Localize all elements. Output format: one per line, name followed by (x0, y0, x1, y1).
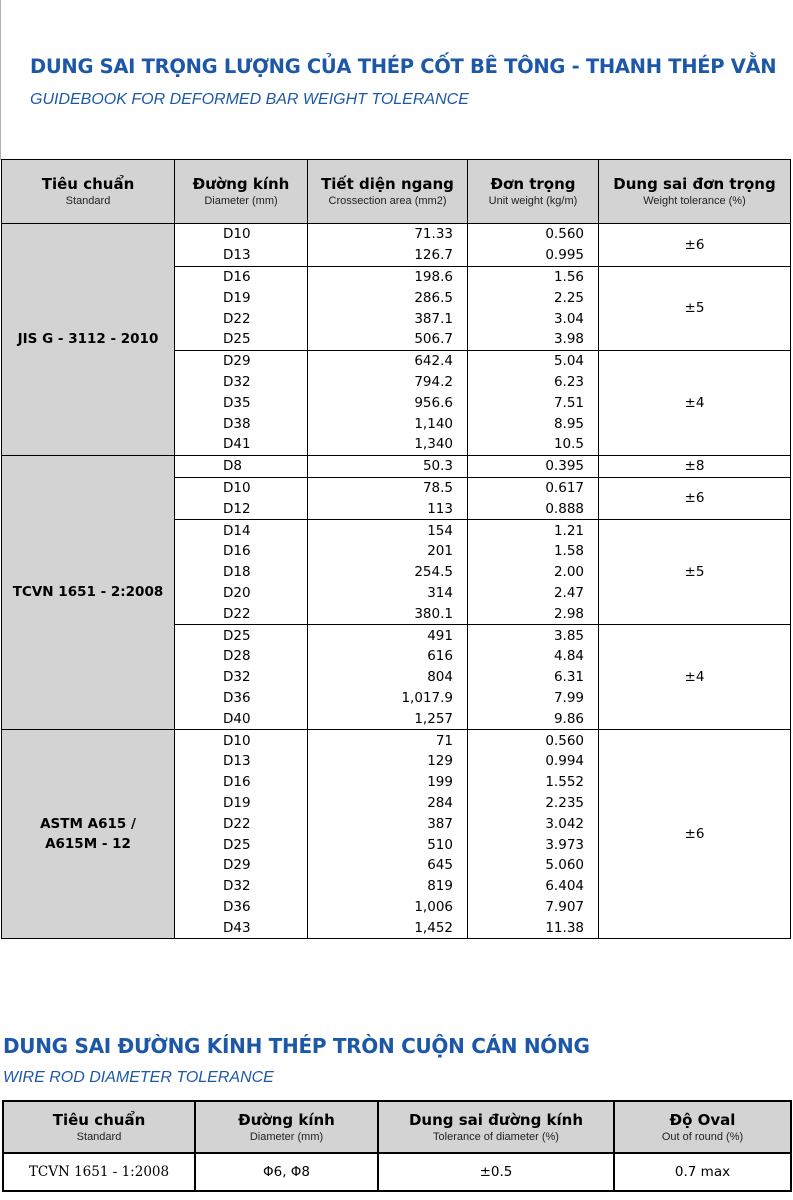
diameter-cell: D10 (175, 477, 308, 498)
diameter-cell: D10 (175, 730, 308, 751)
unit-weight-cell: 0.995 (468, 245, 599, 266)
diameter-cell: D38 (175, 413, 308, 434)
table-row (2, 455, 791, 477)
unit-weight-cell: 2.235 (468, 793, 599, 814)
cross-section-cell: 78.5 (308, 477, 468, 498)
diameter-cell: D13 (175, 751, 308, 772)
unit-weight-cell: 7.99 (468, 688, 599, 709)
cross-section-cell: 126.7 (308, 245, 468, 266)
page-title: DUNG SAI TRỌNG LƯỢNG CỦA THÉP CỐT BÊ TÔNG - THANH THÉP VẰN (30, 55, 777, 78)
cross-section-cell: 199 (308, 772, 468, 793)
unit-weight-cell: 6.404 (468, 876, 599, 897)
unit-weight-cell: 0.560 (468, 730, 599, 751)
diameter-cell: D13 (175, 245, 308, 266)
diameter-cell: D16 (175, 541, 308, 562)
cross-section-cell: 1,257 (308, 708, 468, 729)
cross-section-cell: 154 (308, 520, 468, 541)
diameter-cell: D41 (175, 434, 308, 455)
unit-weight-cell: 9.86 (468, 708, 599, 729)
header-weight-tolerance: Dung sai đơn trọng Weight tolerance (%) (599, 160, 791, 224)
standard-cell: ASTM A615 / A615M - 12 (2, 730, 175, 939)
diameter-cell: D14 (175, 520, 308, 541)
cross-section-cell: 645 (308, 855, 468, 876)
out-of-round-cell: 0.7 max (614, 1153, 791, 1191)
header-diameter: Đường kính Diameter (mm) (195, 1101, 378, 1153)
cross-section-cell: 642.4 (308, 350, 468, 371)
unit-weight-cell: 1.56 (468, 266, 599, 287)
weight-tolerance-cell: ±8 (599, 455, 791, 477)
unit-weight-cell: 2.98 (468, 603, 599, 624)
weight-tolerance-cell: ±6 (599, 224, 791, 267)
cross-section-cell: 387 (308, 813, 468, 834)
cross-section-cell: 1,140 (308, 413, 468, 434)
unit-weight-cell: 3.04 (468, 308, 599, 329)
weight-tolerance-cell: ±6 (599, 730, 791, 939)
diameter-cell: D16 (175, 266, 308, 287)
standard-cell: TCVN 1651 - 1:2008 (3, 1153, 195, 1191)
diameter-cell: D25 (175, 329, 308, 350)
table-header-row (2, 160, 791, 224)
cross-section-cell: 616 (308, 646, 468, 667)
diameter-cell: D12 (175, 498, 308, 519)
cross-section-cell: 380.1 (308, 603, 468, 624)
unit-weight-cell: 3.973 (468, 834, 599, 855)
section-title: DUNG SAI ĐƯỜNG KÍNH THÉP TRÒN CUỘN CÁN NÓNG (3, 1034, 590, 1058)
diameter-cell: D19 (175, 793, 308, 814)
cross-section-cell: 510 (308, 834, 468, 855)
unit-weight-cell: 8.95 (468, 413, 599, 434)
diameter-cell: D28 (175, 646, 308, 667)
unit-weight-cell: 2.00 (468, 562, 599, 583)
diameter-cell: D25 (175, 625, 308, 646)
cross-section-cell: 314 (308, 583, 468, 604)
unit-weight-cell: 4.84 (468, 646, 599, 667)
diameter-cell: D29 (175, 855, 308, 876)
diameter-cell: D20 (175, 583, 308, 604)
cross-section-cell: 1,452 (308, 917, 468, 938)
diameter-cell: D8 (175, 455, 308, 477)
diameter-cell: D10 (175, 224, 308, 245)
cross-section-cell: 284 (308, 793, 468, 814)
diameter-cell: D32 (175, 876, 308, 897)
diameter-cell: D32 (175, 372, 308, 393)
unit-weight-cell: 3.042 (468, 813, 599, 834)
weight-tolerance-cell: ±6 (599, 477, 791, 520)
header-cross-section: Tiết diện ngang Crossection area (mm2) (308, 160, 468, 224)
diameter-cell: D35 (175, 392, 308, 413)
diameter-cell: D22 (175, 813, 308, 834)
cross-section-cell: 129 (308, 751, 468, 772)
unit-weight-cell: 1.21 (468, 520, 599, 541)
cross-section-cell: 50.3 (308, 455, 468, 477)
diameter-cell: D36 (175, 688, 308, 709)
cross-section-cell: 491 (308, 625, 468, 646)
standard-cell: TCVN 1651 - 2:2008 (2, 455, 175, 729)
table-row (3, 1153, 791, 1191)
header-standard: Tiêu chuẩn Standard (3, 1101, 195, 1153)
unit-weight-cell: 6.23 (468, 372, 599, 393)
unit-weight-cell: 3.98 (468, 329, 599, 350)
diameter-cell: D16 (175, 772, 308, 793)
table-row (2, 730, 791, 751)
header-diameter-tolerance: Dung sai đường kính Tolerance of diameter (%) (378, 1101, 614, 1153)
unit-weight-cell: 0.560 (468, 224, 599, 245)
standard-cell: JIS G - 3112 - 2010 (2, 224, 175, 456)
cross-section-cell: 71.33 (308, 224, 468, 245)
table-header-row (3, 1101, 791, 1153)
cross-section-cell: 1,006 (308, 897, 468, 918)
weight-tolerance-cell: ±5 (599, 266, 791, 350)
unit-weight-cell: 1.552 (468, 772, 599, 793)
diameter-cell: D22 (175, 308, 308, 329)
cross-section-cell: 1,340 (308, 434, 468, 455)
page-subtitle: GUIDEBOOK FOR DEFORMED BAR WEIGHT TOLERANCE (30, 91, 469, 108)
cross-section-cell: 794.2 (308, 372, 468, 393)
cross-section-cell: 804 (308, 667, 468, 688)
cross-section-cell: 956.6 (308, 392, 468, 413)
diameter-cell: D36 (175, 897, 308, 918)
weight-table-body (2, 224, 791, 939)
diameter-cell: D25 (175, 834, 308, 855)
unit-weight-cell: 0.994 (468, 751, 599, 772)
unit-weight-cell: 6.31 (468, 667, 599, 688)
cross-section-cell: 254.5 (308, 562, 468, 583)
weight-tolerance-cell: ±4 (599, 350, 791, 455)
diameter-cell: D29 (175, 350, 308, 371)
header-unit-weight: Đơn trọng Unit weight (kg/m) (468, 160, 599, 224)
weight-tolerance-cell: ±4 (599, 625, 791, 730)
header-out-of-round: Độ Oval Out of round (%) (614, 1101, 791, 1153)
left-border-line (0, 0, 1, 160)
weight-tolerance-table (1, 159, 791, 939)
cross-section-cell: 201 (308, 541, 468, 562)
unit-weight-cell: 3.85 (468, 625, 599, 646)
unit-weight-cell: 7.907 (468, 897, 599, 918)
unit-weight-cell: 0.617 (468, 477, 599, 498)
section-subtitle: WIRE ROD DIAMETER TOLERANCE (3, 1069, 274, 1086)
weight-tolerance-cell: ±5 (599, 520, 791, 625)
unit-weight-cell: 0.888 (468, 498, 599, 519)
diameter-cell: D32 (175, 667, 308, 688)
diameter-cell: D22 (175, 603, 308, 624)
unit-weight-cell: 11.38 (468, 917, 599, 938)
cross-section-cell: 198.6 (308, 266, 468, 287)
cross-section-cell: 1,017.9 (308, 688, 468, 709)
cross-section-cell: 113 (308, 498, 468, 519)
diameter-tolerance-cell: ±0.5 (378, 1153, 614, 1191)
cross-section-cell: 286.5 (308, 287, 468, 308)
header-diameter: Đường kính Diameter (mm) (175, 160, 308, 224)
unit-weight-cell: 2.25 (468, 287, 599, 308)
unit-weight-cell: 7.51 (468, 392, 599, 413)
unit-weight-cell: 1.58 (468, 541, 599, 562)
cross-section-cell: 506.7 (308, 329, 468, 350)
wire-rod-tolerance-table (2, 1100, 792, 1192)
header-standard: Tiêu chuẩn Standard (2, 160, 175, 224)
unit-weight-cell: 10.5 (468, 434, 599, 455)
cross-section-cell: 819 (308, 876, 468, 897)
table-row (2, 224, 791, 245)
diameter-cell: Φ6, Φ8 (195, 1153, 378, 1191)
unit-weight-cell: 2.47 (468, 583, 599, 604)
diameter-cell: D43 (175, 917, 308, 938)
cross-section-cell: 387.1 (308, 308, 468, 329)
unit-weight-cell: 0.395 (468, 455, 599, 477)
diameter-cell: D18 (175, 562, 308, 583)
unit-weight-cell: 5.04 (468, 350, 599, 371)
unit-weight-cell: 5.060 (468, 855, 599, 876)
diameter-cell: D19 (175, 287, 308, 308)
diameter-cell: D40 (175, 708, 308, 729)
cross-section-cell: 71 (308, 730, 468, 751)
